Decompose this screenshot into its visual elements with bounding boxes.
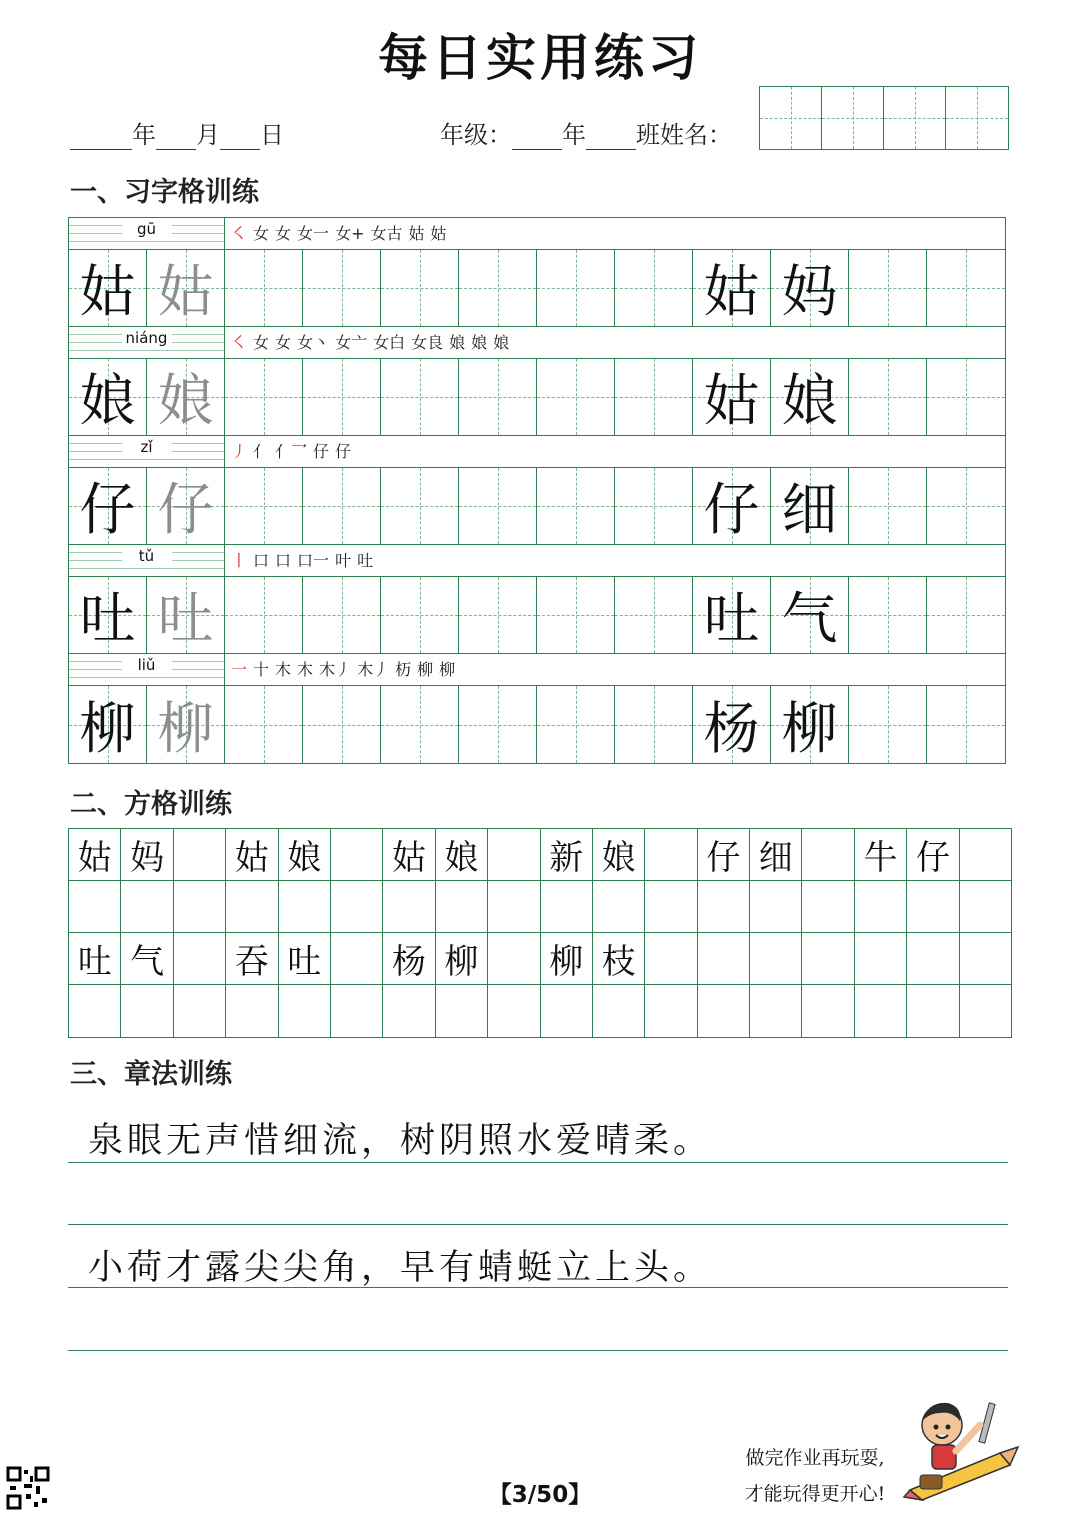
practice-cell[interactable] xyxy=(771,468,849,544)
square-cell[interactable] xyxy=(802,933,854,984)
pinyin-text: gū xyxy=(122,221,172,237)
stroke-step: 一 xyxy=(231,660,248,679)
name-label: 姓名： xyxy=(660,121,732,149)
square-cell[interactable]: 妈 xyxy=(121,829,173,880)
word-character: 仔 xyxy=(703,478,760,543)
square-cell[interactable]: 吐 xyxy=(279,933,331,984)
month-label: 月 xyxy=(196,121,220,149)
page-number: 【3/50】 xyxy=(488,1482,592,1508)
day-label: 日 xyxy=(260,121,284,149)
practice-grid xyxy=(68,217,1006,764)
practice-cell[interactable] xyxy=(225,250,303,326)
stroke-step: 娘 xyxy=(471,333,488,352)
name-box[interactable] xyxy=(884,87,946,149)
practice-cell[interactable] xyxy=(615,359,693,435)
day-blank[interactable] xyxy=(220,127,260,150)
class-blank[interactable] xyxy=(586,127,636,150)
practice-cell[interactable] xyxy=(615,686,693,763)
stroke-step: 女 xyxy=(275,333,292,352)
page-title: 每日实用练习 xyxy=(378,29,702,87)
trace-character: 娘 xyxy=(157,369,214,434)
practice-cell[interactable] xyxy=(693,686,771,763)
square-cell[interactable] xyxy=(802,881,854,932)
practice-cell[interactable] xyxy=(303,468,381,544)
square-cell[interactable] xyxy=(907,985,959,1037)
pinyin-row xyxy=(69,218,1005,250)
stroke-step: 柳 xyxy=(417,660,434,679)
square-cell[interactable] xyxy=(331,985,383,1037)
practice-cell[interactable] xyxy=(849,250,927,326)
stroke-step: 口 xyxy=(275,551,292,570)
square-grid xyxy=(68,828,1012,1038)
square-row xyxy=(69,933,1011,985)
stroke-step: 女 xyxy=(275,224,292,243)
motto-line-1: 做完作业再玩耍, xyxy=(745,1447,885,1469)
word-character: 杨 xyxy=(703,696,760,762)
practice-cell[interactable] xyxy=(147,686,225,763)
square-cell[interactable]: 姑 xyxy=(383,829,435,880)
stroke-order xyxy=(225,545,1005,576)
square-cell[interactable] xyxy=(802,829,854,880)
stroke-step: 女 xyxy=(253,224,270,243)
square-cell[interactable]: 娘 xyxy=(436,829,488,880)
practice-cell[interactable] xyxy=(849,359,927,435)
square-cell[interactable]: 牛 xyxy=(855,829,907,880)
model-character: 仔 xyxy=(79,478,136,543)
stroke-step: 仔 xyxy=(313,442,330,461)
date-field xyxy=(70,115,284,150)
square-cell[interactable]: 枝 xyxy=(593,933,645,984)
stroke-order xyxy=(225,654,1005,685)
square-cell[interactable] xyxy=(541,881,593,932)
square-cell[interactable]: 娘 xyxy=(593,829,645,880)
word-character: 柳 xyxy=(781,696,838,762)
square-cell[interactable]: 姑 xyxy=(69,829,121,880)
practice-cell[interactable] xyxy=(225,359,303,435)
practice-cell[interactable] xyxy=(303,577,381,653)
square-cell[interactable]: 柳 xyxy=(541,933,593,984)
qr-code-icon xyxy=(6,1466,50,1510)
pinyin-text: zǐ xyxy=(122,439,172,455)
square-cell[interactable] xyxy=(855,881,907,932)
practice-cell[interactable] xyxy=(927,686,1005,763)
trace-character: 姑 xyxy=(157,260,214,325)
section-title-1: 一、习字格训练 xyxy=(70,177,259,208)
practice-cell[interactable] xyxy=(303,686,381,763)
square-cell[interactable] xyxy=(226,985,278,1037)
square-cell[interactable] xyxy=(279,985,331,1037)
character-row xyxy=(69,468,1005,545)
practice-cell[interactable] xyxy=(927,359,1005,435)
practice-cell[interactable] xyxy=(381,686,459,763)
square-cell[interactable] xyxy=(802,985,854,1037)
trace-character: 仔 xyxy=(157,478,214,543)
practice-cell[interactable] xyxy=(147,468,225,544)
square-cell[interactable]: 细 xyxy=(750,829,802,880)
square-cell[interactable] xyxy=(174,985,226,1037)
square-cell[interactable] xyxy=(593,985,645,1037)
square-cell[interactable]: 柳 xyxy=(436,933,488,984)
practice-cell[interactable] xyxy=(615,250,693,326)
stroke-order xyxy=(225,327,1005,358)
stroke-step: 木 xyxy=(275,660,292,679)
stroke-step: 木丿 xyxy=(357,660,390,679)
practice-cell[interactable] xyxy=(459,577,537,653)
practice-cell[interactable] xyxy=(147,577,225,653)
poem-line-1: 泉眼无声惜细流，树阴照水爱晴柔。 xyxy=(88,1121,713,1161)
stroke-step: 女 xyxy=(253,333,270,352)
square-cell[interactable]: 仔 xyxy=(907,829,959,880)
square-cell[interactable] xyxy=(750,881,802,932)
square-cell[interactable] xyxy=(698,985,750,1037)
practice-cell[interactable] xyxy=(69,359,147,435)
practice-cell[interactable] xyxy=(381,468,459,544)
square-cell[interactable] xyxy=(907,933,959,984)
character-row xyxy=(69,686,1005,763)
stroke-step: 女一 xyxy=(297,224,330,243)
class-label: 班 xyxy=(636,121,660,149)
practice-cell[interactable] xyxy=(459,468,537,544)
stroke-step: 杤 xyxy=(395,660,412,679)
practice-cell[interactable] xyxy=(381,577,459,653)
practice-cell[interactable] xyxy=(459,250,537,326)
word-character: 妈 xyxy=(781,260,838,325)
square-cell[interactable]: 吐 xyxy=(69,933,121,984)
square-cell[interactable] xyxy=(436,881,488,932)
square-cell[interactable] xyxy=(174,933,226,984)
square-cell[interactable] xyxy=(331,829,383,880)
square-cell[interactable] xyxy=(383,881,435,932)
practice-cell[interactable] xyxy=(927,468,1005,544)
practice-cell[interactable] xyxy=(927,250,1005,326)
model-character: 娘 xyxy=(79,369,136,434)
square-cell[interactable] xyxy=(855,933,907,984)
square-cell[interactable] xyxy=(960,933,1011,984)
square-cell[interactable] xyxy=(331,881,383,932)
square-cell[interactable] xyxy=(645,933,697,984)
stroke-step: 姑 xyxy=(408,224,425,243)
square-cell[interactable] xyxy=(488,933,540,984)
section-title-2: 二、方格训练 xyxy=(70,789,232,820)
practice-cell[interactable] xyxy=(381,250,459,326)
square-cell[interactable] xyxy=(541,985,593,1037)
practice-cell[interactable] xyxy=(225,577,303,653)
square-cell[interactable] xyxy=(645,881,697,932)
stroke-step: 木 xyxy=(297,660,314,679)
practice-cell[interactable] xyxy=(849,686,927,763)
pinyin-text: niáng xyxy=(122,330,172,346)
stroke-step: 女良 xyxy=(411,333,444,352)
stroke-step: 女古 xyxy=(370,224,403,243)
stroke-step: 仔 xyxy=(335,442,352,461)
pinyin-text: tǔ xyxy=(122,548,172,564)
square-cell[interactable] xyxy=(645,829,697,880)
year-blank[interactable] xyxy=(70,127,132,150)
square-cell[interactable] xyxy=(69,881,121,932)
stroke-step: 女亠 xyxy=(335,333,368,352)
square-cell[interactable]: 吞 xyxy=(226,933,278,984)
square-cell[interactable] xyxy=(174,881,226,932)
stroke-step: 口一 xyxy=(297,551,330,570)
square-cell[interactable] xyxy=(121,881,173,932)
square-cell[interactable] xyxy=(488,829,540,880)
pinyin-row xyxy=(69,654,1005,686)
square-cell[interactable]: 气 xyxy=(121,933,173,984)
model-character: 姑 xyxy=(79,260,136,325)
square-cell[interactable] xyxy=(174,829,226,880)
practice-cell[interactable] xyxy=(69,686,147,763)
practice-cell[interactable] xyxy=(693,250,771,326)
stroke-step: 女丶 xyxy=(297,333,330,352)
stroke-order xyxy=(225,218,1005,249)
square-cell[interactable] xyxy=(69,985,121,1037)
practice-cell[interactable] xyxy=(615,577,693,653)
practice-cell[interactable] xyxy=(927,577,1005,653)
word-character: 姑 xyxy=(703,260,760,325)
practice-cell[interactable] xyxy=(771,686,849,763)
square-cell[interactable] xyxy=(488,881,540,932)
square-cell[interactable] xyxy=(698,881,750,932)
square-cell[interactable] xyxy=(750,933,802,984)
pinyin-cell xyxy=(69,327,225,358)
practice-cell[interactable] xyxy=(771,359,849,435)
stroke-step: 丨 xyxy=(231,551,248,570)
practice-cell[interactable] xyxy=(381,359,459,435)
year-label: 年 xyxy=(132,121,156,149)
square-cell[interactable] xyxy=(750,985,802,1037)
model-character: 吐 xyxy=(79,587,136,652)
practice-cell[interactable] xyxy=(537,577,615,653)
practice-cell[interactable] xyxy=(693,359,771,435)
square-cell[interactable] xyxy=(960,829,1011,880)
practice-cell[interactable] xyxy=(771,577,849,653)
writing-line[interactable] xyxy=(68,1162,1008,1163)
stroke-step: 柳 xyxy=(439,660,456,679)
practice-cell[interactable] xyxy=(537,468,615,544)
practice-cell[interactable] xyxy=(537,359,615,435)
practice-cell[interactable] xyxy=(849,468,927,544)
practice-cell[interactable] xyxy=(147,359,225,435)
stroke-order xyxy=(225,436,1005,467)
grade-label: 年级： xyxy=(440,121,512,149)
square-cell[interactable]: 杨 xyxy=(383,933,435,984)
stroke-step: 木丿 xyxy=(319,660,352,679)
trace-character: 柳 xyxy=(157,696,214,762)
month-blank[interactable] xyxy=(156,127,196,150)
square-cell[interactable] xyxy=(698,933,750,984)
name-grid[interactable] xyxy=(759,86,1009,150)
practice-cell[interactable] xyxy=(69,577,147,653)
stroke-step: 十 xyxy=(253,660,270,679)
practice-cell[interactable] xyxy=(303,250,381,326)
practice-cell[interactable] xyxy=(537,250,615,326)
pinyin-cell xyxy=(69,218,225,249)
grade-blank[interactable] xyxy=(512,127,562,150)
square-cell[interactable] xyxy=(331,933,383,984)
stroke-step: 丿 xyxy=(231,442,248,461)
pinyin-text: liǔ xyxy=(122,657,172,673)
practice-cell[interactable] xyxy=(147,250,225,326)
practice-cell[interactable] xyxy=(69,468,147,544)
stroke-step: 亻乛 xyxy=(275,442,308,461)
character-row xyxy=(69,359,1005,436)
pinyin-cell xyxy=(69,654,225,685)
stroke-step: 亻 xyxy=(253,442,270,461)
model-character: 柳 xyxy=(79,696,136,762)
practice-cell[interactable] xyxy=(615,468,693,544)
square-cell[interactable] xyxy=(436,985,488,1037)
grade-year-label: 年 xyxy=(562,121,586,149)
stroke-step: 女+ xyxy=(335,224,365,243)
stroke-step: 吐 xyxy=(357,551,374,570)
stroke-step: ㇛ xyxy=(231,224,248,243)
grade-field xyxy=(440,115,732,150)
writing-line[interactable] xyxy=(68,1287,1008,1288)
poem-line-2: 小荷才露尖尖角，早有蜻蜓立上头。 xyxy=(88,1248,713,1288)
stroke-step: 姑 xyxy=(430,224,447,243)
practice-cell[interactable] xyxy=(537,686,615,763)
square-cell[interactable] xyxy=(121,985,173,1037)
square-cell[interactable]: 新 xyxy=(541,829,593,880)
word-character: 娘 xyxy=(781,369,838,434)
square-cell[interactable]: 仔 xyxy=(698,829,750,880)
square-cell[interactable] xyxy=(960,985,1011,1037)
pinyin-cell xyxy=(69,545,225,576)
square-row xyxy=(69,985,1011,1037)
practice-cell[interactable] xyxy=(303,359,381,435)
square-cell[interactable] xyxy=(383,985,435,1037)
writing-line[interactable] xyxy=(68,1224,1008,1225)
name-box[interactable] xyxy=(822,87,884,149)
square-row xyxy=(69,881,1011,933)
word-character: 气 xyxy=(781,587,838,652)
practice-cell[interactable] xyxy=(771,250,849,326)
stroke-step: ㇛ xyxy=(231,333,248,352)
square-cell[interactable] xyxy=(907,881,959,932)
practice-cell[interactable] xyxy=(693,577,771,653)
stroke-step: 叶 xyxy=(335,551,352,570)
practice-cell[interactable] xyxy=(69,250,147,326)
practice-cell[interactable] xyxy=(225,468,303,544)
stroke-step: 娘 xyxy=(493,333,510,352)
practice-cell[interactable] xyxy=(459,686,537,763)
name-box[interactable] xyxy=(760,87,822,149)
square-cell[interactable] xyxy=(488,985,540,1037)
character-row xyxy=(69,577,1005,654)
square-cell[interactable] xyxy=(226,881,278,932)
practice-cell[interactable] xyxy=(459,359,537,435)
practice-cell[interactable] xyxy=(849,577,927,653)
character-row xyxy=(69,250,1005,327)
pinyin-row xyxy=(69,436,1005,468)
square-cell[interactable] xyxy=(593,881,645,932)
header-info xyxy=(70,115,760,155)
square-cell[interactable]: 姑 xyxy=(226,829,278,880)
square-cell[interactable] xyxy=(645,985,697,1037)
pinyin-row xyxy=(69,327,1005,359)
stroke-step: 娘 xyxy=(449,333,466,352)
square-cell[interactable] xyxy=(960,881,1011,932)
square-cell[interactable] xyxy=(855,985,907,1037)
practice-cell[interactable] xyxy=(693,468,771,544)
stroke-step: 口 xyxy=(253,551,270,570)
stroke-step: 女白 xyxy=(373,333,406,352)
name-box[interactable] xyxy=(946,87,1008,149)
writing-line[interactable] xyxy=(68,1350,1008,1351)
square-row xyxy=(69,829,1011,881)
pinyin-row xyxy=(69,545,1005,577)
word-character: 姑 xyxy=(703,369,760,434)
pinyin-cell xyxy=(69,436,225,467)
practice-cell[interactable] xyxy=(225,686,303,763)
motto-line-2: 才能玩得更开心! xyxy=(744,1483,886,1505)
section-title-3: 三、章法训练 xyxy=(70,1059,232,1090)
square-cell[interactable] xyxy=(279,881,331,932)
trace-character: 吐 xyxy=(157,587,214,652)
square-cell[interactable]: 娘 xyxy=(279,829,331,880)
boy-with-pencil-illustration xyxy=(900,1395,1025,1505)
word-character: 细 xyxy=(781,478,838,543)
word-character: 吐 xyxy=(703,587,760,652)
